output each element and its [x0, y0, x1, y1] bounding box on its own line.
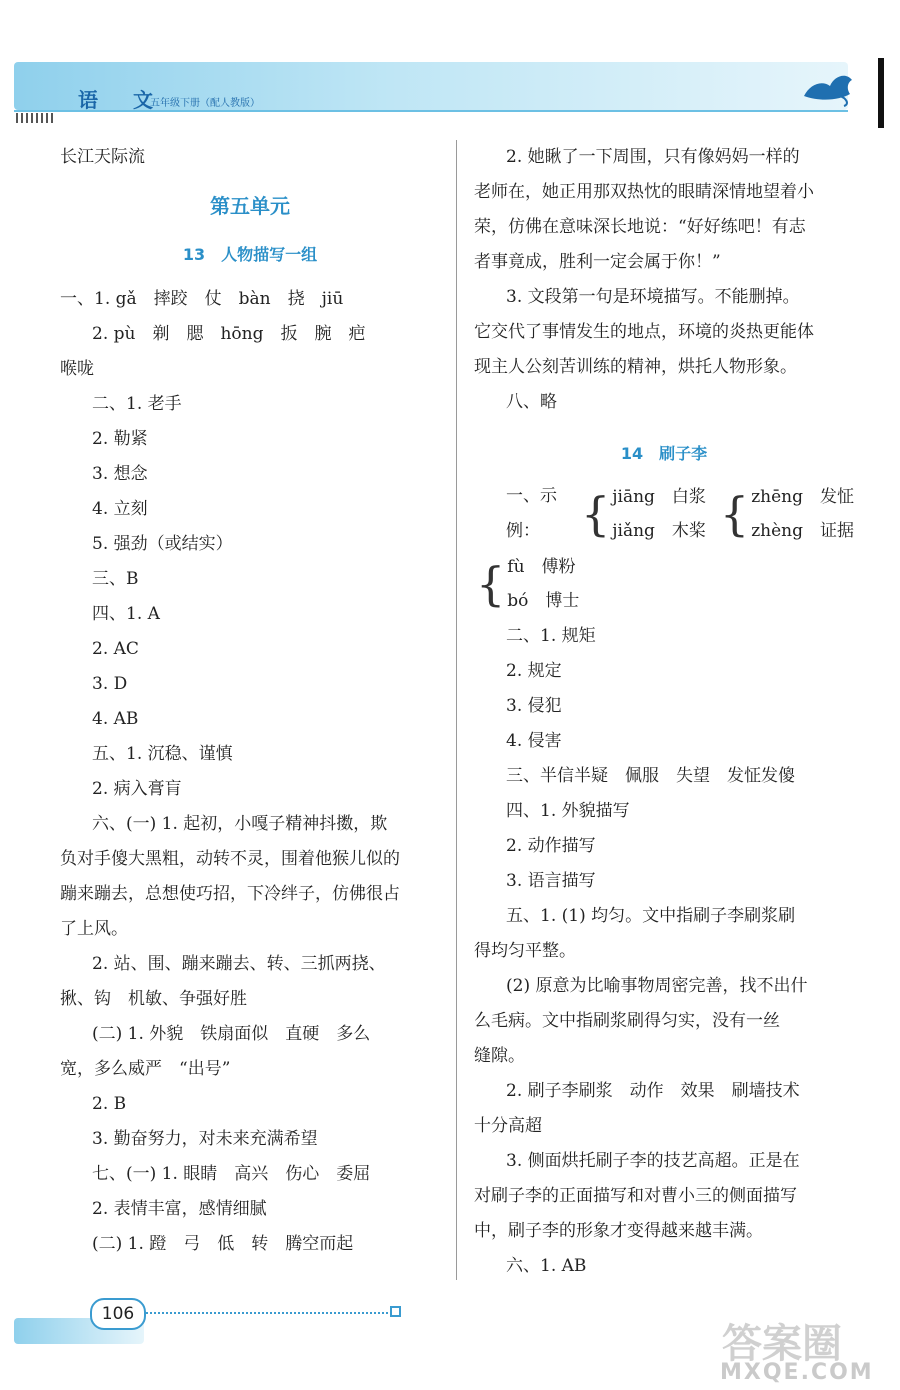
- left-column: [60, 140, 440, 1262]
- answer-line: 者事竟成，胜利一定会属于你！”: [474, 252, 721, 272]
- brace-group-2: [751, 480, 854, 548]
- answer-line: 3. D: [92, 674, 128, 694]
- answer-line: 五、1. (1) 均匀。文中指刷子李刷浆刷: [506, 906, 796, 926]
- brace-item: zhēng 发怔: [751, 487, 854, 507]
- answer-line: 3. 语言描写: [506, 871, 596, 891]
- answer-line: 得均匀平整。: [474, 941, 576, 961]
- answer-line: 3. 勤奋努力，对未来充满希望: [92, 1129, 318, 1149]
- answer-line: 2. 勒紧: [92, 429, 148, 449]
- answer-line: 二、1. 规矩: [506, 626, 596, 646]
- answer-line: 三、半信半疑 佩服 失望 发怔发傻: [506, 766, 795, 786]
- brace-symbol: {: [476, 557, 506, 611]
- answer-line: 现主人公刻苦训练的精神，烘托人物形象。: [474, 357, 797, 377]
- answer-line: 中，刷子李的形象才变得越来越丰满。: [474, 1221, 763, 1241]
- answer-line: 3. 文段第一句是环境描写。不能删掉。: [506, 287, 800, 307]
- answer-line: 二、1. 老手: [92, 394, 182, 414]
- lesson-title-13: 13 人物描写一组: [182, 245, 318, 264]
- answer-line: 负对手傻大黑粗，动转不灵，围着他猴儿似的: [60, 849, 400, 869]
- answer-line: 2. 病入膏肓: [92, 779, 182, 799]
- footer-dotted-rule: [146, 1312, 388, 1316]
- page-number: 106: [90, 1298, 146, 1330]
- unit-title: 第五单元: [210, 194, 290, 218]
- answer-line: 它交代了事情发生的地点，环境的炎热更能体: [474, 322, 814, 342]
- answer-line: 5. 强劲（或结实）: [92, 534, 233, 554]
- grade-subtitle: 五年级下册（配人教版）: [150, 98, 260, 109]
- answer-line: 七、(一) 1. 眼睛 高兴 伤心 委屈: [92, 1164, 371, 1184]
- answer-line: 蹦来蹦去，总想使巧招，下冷绊子，仿佛很占: [60, 884, 400, 904]
- answer-line: 八、略: [506, 392, 557, 412]
- answer-line: 2. 规定: [506, 661, 562, 681]
- answer-line: 2. B: [92, 1094, 127, 1114]
- intro-line: 长江天际流: [60, 147, 145, 167]
- brace-group-3: [507, 550, 579, 618]
- example-brace-row-2: [474, 549, 854, 619]
- column-divider: [456, 140, 457, 1280]
- right-answer-list-b: [474, 619, 854, 1284]
- answer-line: 2. 表情丰富，感情细腻: [92, 1199, 267, 1219]
- answer-line: 三、B: [92, 569, 139, 589]
- answer-line: 2. 站、围、蹦来蹦去、转、三抓两挠、: [92, 954, 386, 974]
- answer-line: 十分高超: [474, 1116, 542, 1136]
- answer-line: 2. 动作描写: [506, 836, 596, 856]
- answer-line: 2. 刷子李刷浆 动作 效果 刷墙技术: [506, 1081, 800, 1101]
- answer-line: 六、(一) 1. 起初，小嘎子精神抖擞，欺: [92, 814, 388, 834]
- example-label: 一、示例：: [506, 486, 557, 541]
- brace-symbol: {: [580, 487, 611, 541]
- brace-group-1: [612, 480, 706, 548]
- answer-line: (二) 1. 蹬 弓 低 转 腾空而起: [92, 1234, 354, 1254]
- answer-line: 荣，仿佛在意味深长地说：“好好练吧！有志: [474, 217, 806, 237]
- answer-line: 四、1. A: [92, 604, 160, 624]
- subject-title: 语 文: [78, 88, 167, 112]
- lesson-title-14: 14 刷子李: [620, 444, 708, 463]
- answer-line: 4. AB: [92, 709, 139, 729]
- brace-item: zhèng 证据: [751, 521, 854, 541]
- answer-line: 2. pù 剃 腮 hōng 扳 腕 疤: [92, 324, 366, 344]
- answer-line: (2) 原意为比喻事物周密完善，找不出什: [506, 976, 808, 996]
- answer-line: 3. 侵犯: [506, 696, 562, 716]
- left-answer-list: [60, 282, 440, 1262]
- answer-line: 四、1. 外貌描写: [506, 801, 630, 821]
- brace-item: jiāng 白浆: [612, 487, 706, 507]
- right-column: [474, 140, 854, 1284]
- brace-item: bó 博士: [507, 591, 580, 611]
- answer-line: 宽，多么威严 “出号”: [60, 1059, 231, 1079]
- answer-line: 2. AC: [92, 639, 139, 659]
- answer-line: 老师在，她正用那双热忱的眼睛深情地望着小: [474, 182, 814, 202]
- brace-item: fù 傅粉: [507, 557, 576, 577]
- example-brace-row: [474, 479, 854, 549]
- answer-line: 么毛病。文中指刷浆刷得匀实，没有一丝: [474, 1011, 780, 1031]
- answer-line: 2. 她瞅了一下周围，只有像妈妈一样的: [506, 147, 800, 167]
- answer-line: 六、1. AB: [506, 1256, 587, 1276]
- answer-line: 3. 侧面烘托刷子李的技艺高超。正是在: [506, 1151, 800, 1171]
- answer-line: 缝隙。: [474, 1046, 525, 1066]
- answer-line: 3. 想念: [92, 464, 148, 484]
- answer-line: 了上风。: [60, 919, 128, 939]
- answer-line: 4. 立刻: [92, 499, 148, 519]
- header-ticks: [16, 113, 56, 123]
- answer-line: 揪、钩 机敏、争强好胜: [60, 989, 247, 1009]
- answer-line: 对刷子李的正面描写和对曹小三的侧面描写: [474, 1186, 797, 1206]
- page-edge-mark: [878, 58, 884, 128]
- watermark-logo: 答案圈: [722, 1321, 842, 1367]
- answer-line: 4. 侵害: [506, 731, 562, 751]
- brace-item: jiǎng 木桨: [612, 521, 706, 541]
- answer-line: 喉咙: [60, 359, 94, 379]
- brace-symbol: {: [719, 487, 750, 541]
- answer-line: 五、1. 沉稳、谨慎: [92, 744, 233, 764]
- watermark-url: MXQE.COM: [720, 1360, 874, 1385]
- answer-line: (二) 1. 外貌 铁扇面似 直硬 多么: [92, 1024, 371, 1044]
- cloud-logo-icon: [800, 66, 856, 110]
- answer-line: 一、1. gǎ 摔跤 仗 bàn 挠 jiū: [60, 289, 344, 309]
- footer-square-icon: [390, 1306, 401, 1317]
- right-answer-list-a: [474, 140, 854, 420]
